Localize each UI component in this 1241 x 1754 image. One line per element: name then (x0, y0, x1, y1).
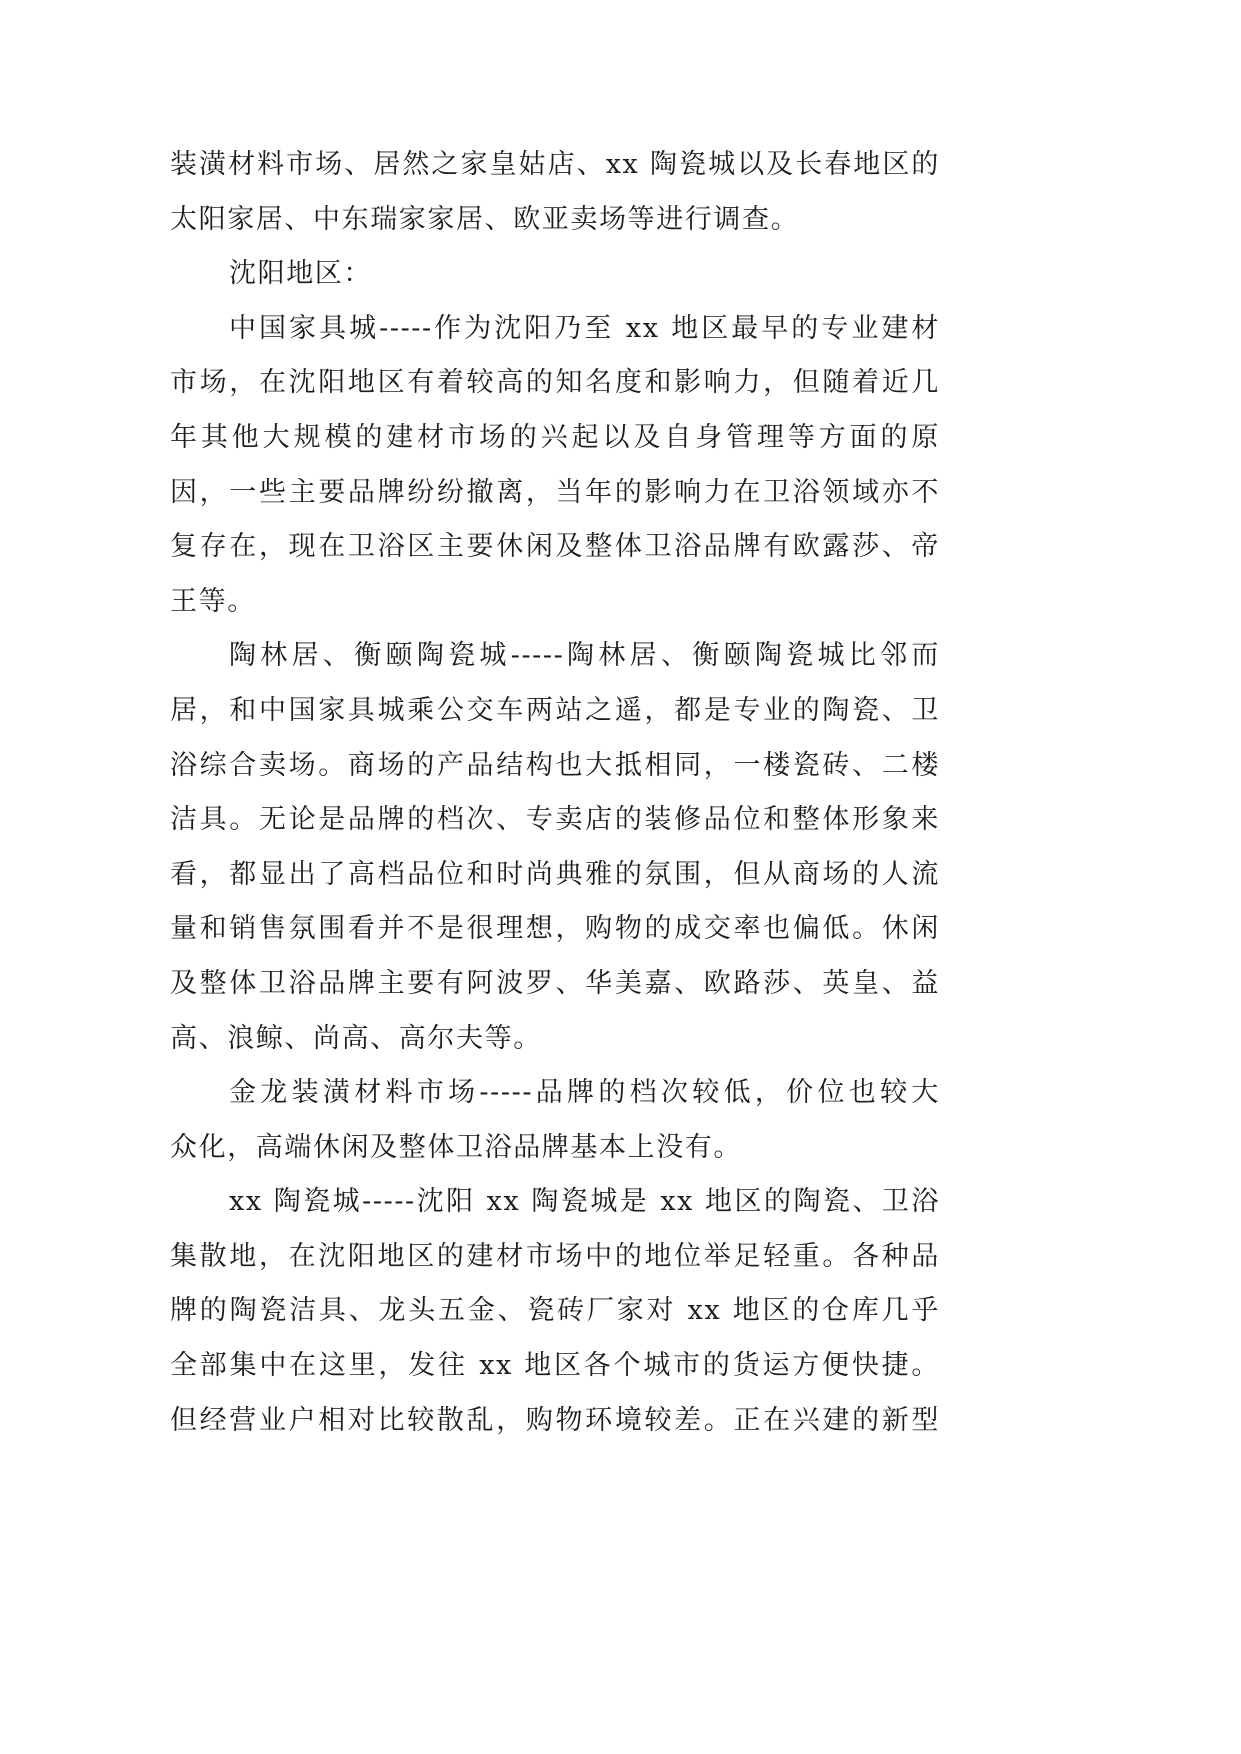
paragraph-jinlong-market (170, 1066, 940, 1175)
text-line: 但经营业户相对比较散乱，购物环境较差。正在兴建的新型 (170, 1404, 940, 1436)
text-line: xx 陶瓷城-----沈阳 xx 陶瓷城是 xx 地区的陶瓷、卫浴 (229, 1186, 940, 1218)
text-line: 中国家具城-----作为沈阳乃至 xx 地区最早的专业建材 (229, 312, 940, 344)
text-line: 沈阳地区： (229, 258, 372, 290)
text-line: 全部集中在这里，发往 xx 地区各个城市的货运方便快捷。 (170, 1350, 940, 1382)
text-line: 居，和中国家具城乘公交车两站之遥，都是专业的陶瓷、卫 (170, 694, 940, 726)
paragraph-china-furniture-city (170, 302, 940, 630)
text-line: 牌的陶瓷洁具、龙头五金、瓷砖厂家对 xx 地区的仓库几乎 (170, 1295, 940, 1327)
text-line: 集散地，在沈阳地区的建材市场中的地位举足轻重。各种品 (170, 1240, 940, 1272)
section-heading-shenyang (170, 247, 940, 302)
text-line: 王等。 (170, 585, 256, 617)
paragraph-ceramic-city (170, 1175, 940, 1448)
paragraph-taolinju (170, 629, 940, 1066)
text-line: 浴综合卖场。商场的产品结构也大抵相同，一楼瓷砖、二楼 (170, 749, 940, 781)
document-body (170, 138, 940, 1448)
text-line: 因，一些主要品牌纷纷撤离，当年的影响力在卫浴领域亦不 (170, 476, 940, 508)
text-line: 众化，高端休闲及整体卫浴品牌基本上没有。 (170, 1131, 742, 1163)
text-line: 复存在，现在卫浴区主要休闲及整体卫浴品牌有欧露莎、帝 (170, 531, 940, 563)
text-line: 太阳家居、中东瑞家家居、欧亚卖场等进行调查。 (170, 203, 800, 235)
text-line: 高、浪鲸、尚高、高尔夫等。 (170, 1022, 542, 1054)
text-line: 年其他大规模的建材市场的兴起以及自身管理等方面的原 (170, 421, 940, 453)
text-line: 金龙装潢材料市场-----品牌的档次较低，价位也较大 (229, 1077, 940, 1109)
text-line: 看，都显出了高档品位和时尚典雅的氛围，但从商场的人流 (170, 858, 940, 890)
text-line: 量和销售氛围看并不是很理想，购物的成交率也偏低。休闲 (170, 913, 940, 945)
text-line: 洁具。无论是品牌的档次、专卖店的装修品位和整体形象来 (170, 804, 940, 836)
text-line: 装潢材料市场、居然之家皇姑店、xx 陶瓷城以及长春地区的 (170, 149, 940, 180)
text-line: 及整体卫浴品牌主要有阿波罗、华美嘉、欧路莎、英皇、益 (170, 967, 940, 999)
text-line: 陶林居、衡颐陶瓷城-----陶林居、衡颐陶瓷城比邻而 (229, 640, 940, 672)
paragraph-continued (170, 138, 940, 247)
text-line: 市场，在沈阳地区有着较高的知名度和影响力，但随着近几 (170, 367, 940, 399)
